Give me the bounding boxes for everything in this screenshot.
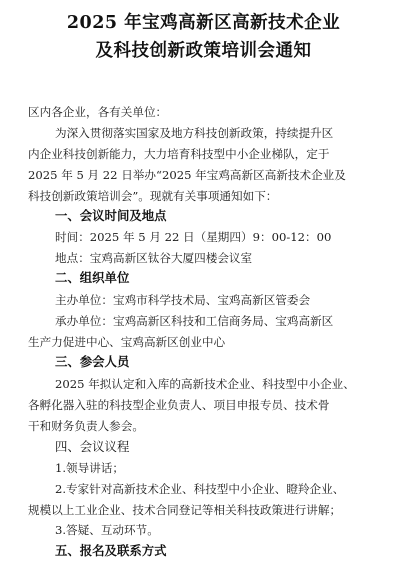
agenda-item-2-line-1: 2.专家针对高新技术企业、科技型中小企业、瞪羚企业、 [55,482,345,496]
attendees-line-1: 2025 年拟认定和入库的高新技术企业、科技型中小企业、 [55,377,355,391]
meeting-time: 时间：2025 年 5 月 22 日（星期四）9：00-12：00 [55,230,332,244]
attendees-line-3: 干和财务负责人参会。 [28,419,144,433]
section-2-heading: 二、组织单位 [55,270,130,285]
organizer-units-line-2: 生产力促进中心、宝鸡高新区创业中心 [28,335,226,349]
intro-line-1: 为深入贯彻落实国家及地方科技创新政策，持续提升区 [55,126,334,140]
agenda-item-2-line-2: 规模以上工业企业、技术合同登记等相关科技政策进行讲解； [28,503,342,517]
salutation: 区内各企业，各有关单位： [28,105,168,119]
section-3-heading: 三、参会人员 [55,354,130,369]
notice-title-line-2: 及科技创新政策培训会通知 [95,41,312,61]
section-1-heading: 一、会议时间及地点 [55,208,167,223]
agenda-item-3: 3.答疑、互动环节。 [55,523,159,537]
intro-line-4: 科技创新政策培训会”。现就有关事项通知如下： [28,189,278,203]
notice-title-line-1: 2025 年宝鸡高新区高新技术企业 [66,13,341,33]
meeting-place: 地点：宝鸡高新区钛谷大厦四楼会议室 [55,251,253,265]
attendees-line-2: 各孵化器入驻的科技型企业负责人、项目申报专员、技术骨 [28,398,330,412]
section-5-heading: 五、报名及联系方式 [55,543,167,558]
section-4-heading: 四、会议议程 [55,439,130,454]
intro-line-2: 内企业科技创新能力，大力培育科技型中小企业梯队，定于 [28,147,330,161]
host-units: 主办单位：宝鸡市科学技术局、宝鸡高新区管委会 [55,293,311,307]
agenda-item-1: 1.领导讲话； [55,461,125,475]
organizer-units-line-1: 承办单位：宝鸡高新区科技和工信商务局、宝鸡高新区 [55,314,334,328]
intro-line-3: 2025 年 5 月 22 日举办“2025 年宝鸡高新区高新技术企业及 [28,168,346,182]
